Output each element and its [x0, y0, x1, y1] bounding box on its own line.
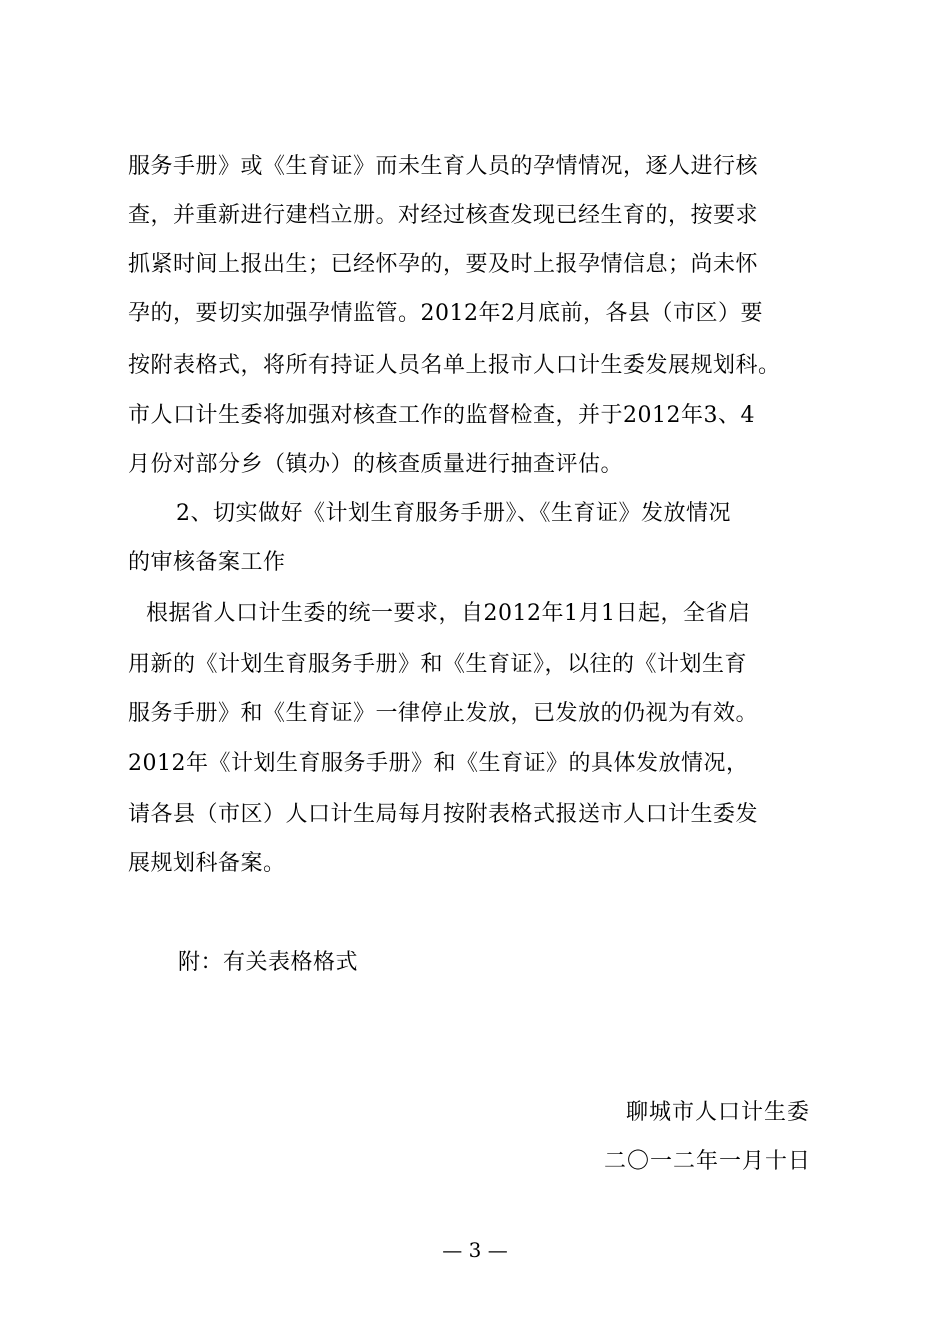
body-line-13: 2012年《计划生育服务手册》和《生育证》的具体发放情况，: [128, 751, 749, 776]
body-line-12: 服务手册》和《生育证》一律停止发放，已发放的仍视为有效。: [128, 701, 759, 726]
attachment-note: 附：有关表格格式: [178, 950, 359, 975]
body-line-11: 用新的《计划生育服务手册》和《生育证》，以往的《计划生育: [128, 652, 748, 677]
signature-date: 二〇一二年一月十日: [604, 1149, 812, 1174]
body-line-1: 服务手册》或《生育证》而未生育人员的孕情情况，逐人进行核: [128, 154, 759, 179]
body-line-15: 展规划科备案。: [128, 851, 286, 876]
page-number: — 3 —: [442, 1238, 508, 1262]
body-line-5: 按附表格式，将所有持证人员名单上报市人口计生委发展规划科。: [128, 353, 781, 378]
body-line-14: 请各县（市区）人口计生局每月按附表格式报送市人口计生委发: [128, 802, 759, 827]
body-line-4: 孕的，要切实加强孕情监管。2012年2月底前，各县（市区）要: [128, 301, 763, 326]
body-line-6: 市人口计生委将加强对核查工作的监督检查，并于2012年3、4: [128, 403, 755, 428]
body-line-7: 月份对部分乡（镇办）的核查质量进行抽查评估。: [128, 452, 624, 477]
signature-organization: 聊城市人口计生委: [626, 1100, 811, 1125]
body-line-2: 查，并重新进行建档立册。对经过核查发现已经生育的，按要求: [128, 203, 759, 228]
body-line-3: 抓紧时间上报出生；已经怀孕的，要及时上报孕情信息；尚未怀: [128, 252, 759, 277]
section-heading-line-2: 的审核备案工作: [128, 550, 286, 575]
section-heading-line-1: 2、切实做好《计划生育服务手册》、《生育证》发放情况: [176, 501, 731, 526]
body-line-10: 根据省人口计生委的统一要求，自2012年1月1日起，全省启: [146, 601, 751, 626]
